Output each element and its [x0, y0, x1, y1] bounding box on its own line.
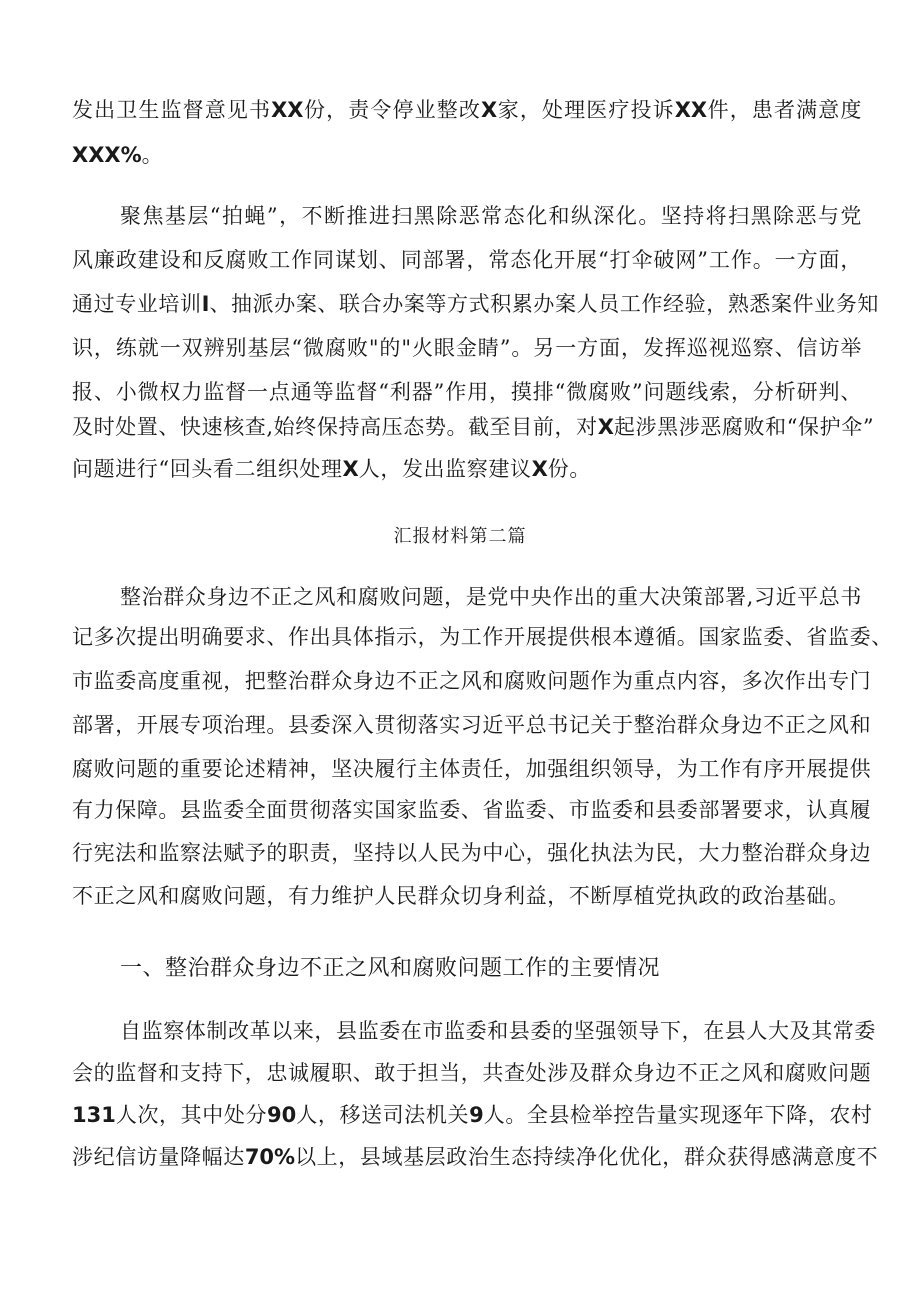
paragraph-line: 记多次提出明确要求、作出具体指示，为工作开展提供根本遵循。国家监委、省监委、	[72, 625, 893, 649]
inline-figure: 9	[469, 1103, 484, 1127]
inline-figure: 90	[267, 1103, 297, 1127]
paragraph-line: 发出卫生监督意见书XX份，责令停业整改X家，处理医疗投诉XX件，患者满意度	[72, 98, 862, 122]
paragraph-line: 报、小微权力监督一点通等监督“利器”作用，摸排“微腐败”问题线索，分析研判、	[72, 380, 862, 404]
section-title: 汇报材料第二篇	[393, 526, 527, 547]
paragraph-line: 自监察体制改革以来，县监委在市监委和县委的坚强领导下，在县人大及其常委	[120, 1019, 876, 1043]
section-heading: 一、整治群众身边不正之风和腐败问题工作的主要情况	[120, 956, 661, 981]
inline-figure: 70%	[244, 1145, 296, 1169]
inline-figure: 131	[72, 1103, 116, 1127]
paragraph-line: 整治群众身边不正之风和腐败问题，是党中央作出的重大决策部署,习近平总书	[120, 585, 862, 609]
inline-figure: I	[201, 292, 210, 316]
paragraph-line: 通过专业培训I、抽派办案、联合办案等方式积累办案人员工作经验，熟悉案件业务知	[72, 292, 880, 316]
inline-figure: XX	[674, 98, 708, 122]
paragraph-line: 问题进行“回头看二组织处理X人，发出监察建议X份。	[72, 457, 591, 481]
inline-figure: X	[597, 415, 614, 439]
inline-figure: X	[481, 98, 498, 122]
paragraph-line: 行宪法和监察法赋予的职责，坚持以人民为中心，强化执法为民，大力整治群众身边	[72, 841, 872, 865]
paragraph-line: 及时处置、快速核查,始终保持高压态势。截至目前，对X起涉黑涉恶腐败和“保护伞”	[72, 415, 875, 439]
paragraph-line: 风廉政建设和反腐败工作同谋划、同部署，常态化开展“打伞破网”工作。一方面，	[72, 248, 862, 272]
inline-figure: X	[531, 457, 548, 481]
paragraph-line: 有力保障。县监委全面贯彻落实国家监委、省监委、市监委和县委部署要求，认真履	[72, 798, 872, 822]
paragraph-line: 部署，开展专项治理。县委深入贯彻落实习近平总书记关于整治群众身边不正之风和	[72, 713, 872, 737]
inline-figure: X	[342, 457, 359, 481]
paragraph-line: 131人次，其中处分90人，移送司法机关9人。全县检举控告量实现逐年下降，农村	[72, 1103, 873, 1127]
paragraph-line: 涉纪信访量降幅达70%以上，县域基层政治生态持续净化优化，群众获得感满意度不	[72, 1145, 879, 1169]
inline-figure: XX	[271, 98, 304, 122]
paragraph-line: 腐败问题的重要论述精神，坚决履行主体责任，加强组织领导，为工作有序开展提供	[72, 757, 872, 781]
paragraph-line: XXX%。	[72, 143, 164, 167]
inline-figure: XXX%	[72, 143, 142, 167]
paragraph-line: 会的监督和支持下，忠诚履职、敢于担当，共查处涉及群众身边不正之风和腐败问题	[72, 1061, 872, 1085]
paragraph-line: 市监委高度重视，把整治群众身边不正之风和腐败问题作为重点内容，多次作出专门	[72, 669, 872, 693]
paragraph-line: 不正之风和腐败问题，有力维护人民群众切身利益，不断厚植党执政的政治基础。	[72, 884, 850, 908]
paragraph-line: 聚焦基层“拍蝇”，不断推进扫黑除恶常态化和纵深化。坚持将扫黑除恶与党	[120, 204, 862, 228]
paragraph-line: 识，练就一双辨别基层“微腐败"的"火眼金睛”。另一方面，发挥巡视巡察、信访举	[72, 336, 862, 360]
